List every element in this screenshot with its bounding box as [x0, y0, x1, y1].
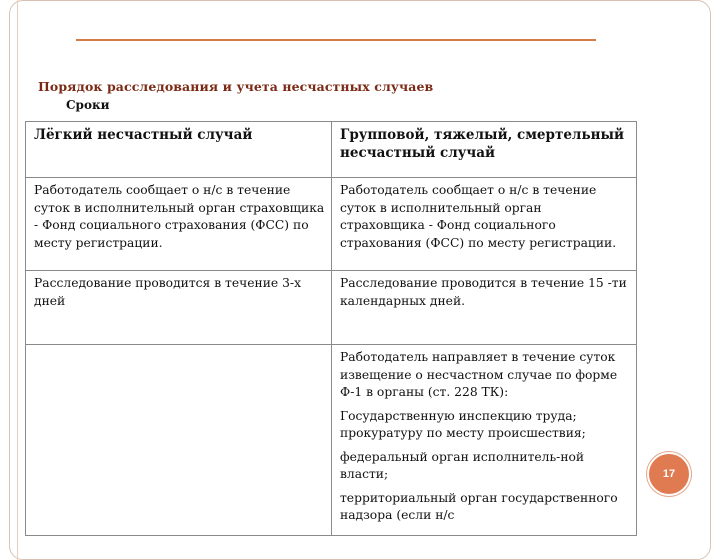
table-cell: Расследование проводится в течение 15 -ти календарных дней. — [332, 271, 637, 345]
table-row — [26, 178, 637, 271]
table-cell: Работодатель сообщает о н/с в течение суток в исполнительный орган страховщика - Фонд социального страхования (ФСС) по месту регистрации. — [332, 178, 637, 271]
list-item: территориальный орган государственного надзора (если н/с — [340, 490, 618, 522]
list-item: федеральный орган исполнитель-ной власти; — [340, 449, 585, 481]
title-rule — [76, 39, 596, 41]
list-item: Государственную инспекцию труда; прокуратуру по месту происшествия; — [340, 408, 586, 440]
table-header-row — [26, 122, 637, 178]
header-light-case: Лёгкий несчастный случай — [26, 122, 332, 178]
table-cell — [332, 345, 637, 536]
table-cell-empty — [26, 345, 332, 536]
table-row — [26, 271, 637, 345]
page-number-badge: 17 — [647, 452, 691, 496]
slide-title: Порядок расследования и учета несчастных случаев — [38, 79, 434, 94]
deadlines-table — [25, 121, 637, 536]
slide-subtitle: Сроки — [66, 98, 110, 112]
header-severe-case: Групповой, тяжелый, смертельный несчастный случай — [332, 122, 637, 178]
table-row — [26, 345, 637, 536]
table-cell: Работодатель сообщает о н/с в течение суток в исполнительный орган страховщика - Фонд социального страхования (ФСС) по месту регистрации. — [26, 178, 332, 271]
list-item: Работодатель направляет в течение суток извещение о несчастном случае по форме Ф-1 в органы (ст. 228 ТК): — [340, 350, 618, 399]
table-cell: Расследование проводится в течение 3-х дней — [26, 271, 332, 345]
